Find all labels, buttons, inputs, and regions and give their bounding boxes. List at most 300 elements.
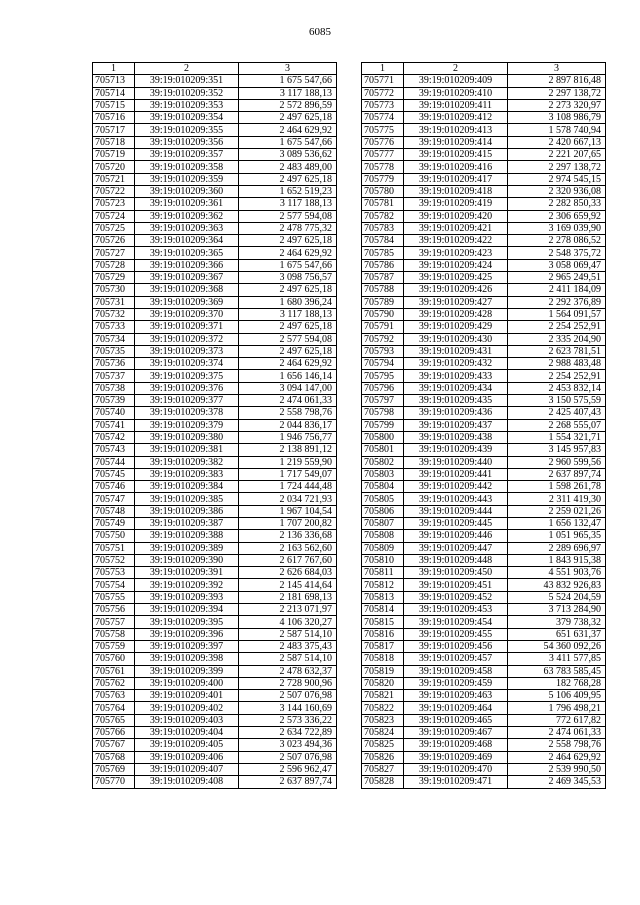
row-number-cell: 705750 (93, 530, 135, 542)
cadastral-number-cell: 39:19:010209:414 (404, 136, 508, 148)
row-number-cell: 705744 (93, 456, 135, 468)
table-row (93, 198, 337, 210)
value-cell: 2 507 076,98 (239, 751, 337, 763)
row-number-cell: 705725 (93, 222, 135, 234)
table-row (362, 333, 606, 345)
table-row (93, 591, 337, 603)
table-row (362, 149, 606, 161)
row-number-cell: 705825 (362, 739, 404, 751)
row-number-cell: 705822 (362, 702, 404, 714)
row-number-cell: 705742 (93, 431, 135, 443)
value-cell: 1 656 146,14 (239, 370, 337, 382)
cadastral-number-cell: 39:19:010209:454 (404, 616, 508, 628)
cadastral-number-cell: 39:19:010209:452 (404, 591, 508, 603)
table-row (362, 419, 606, 431)
value-cell: 2 497 625,18 (239, 173, 337, 185)
table-row (93, 690, 337, 702)
value-cell: 772 617,82 (508, 714, 606, 726)
row-number-cell: 705739 (93, 395, 135, 407)
value-cell: 3 058 069,47 (508, 259, 606, 271)
cadastral-number-cell: 39:19:010209:455 (404, 628, 508, 640)
table-row (362, 677, 606, 689)
cadastral-number-cell: 39:19:010209:377 (135, 395, 239, 407)
cadastral-number-cell: 39:19:010209:358 (135, 161, 239, 173)
table-row (93, 358, 337, 370)
value-cell: 2 507 076,98 (239, 690, 337, 702)
row-number-cell: 705778 (362, 161, 404, 173)
table-row (93, 222, 337, 234)
row-number-cell: 705766 (93, 727, 135, 739)
row-number-cell: 705735 (93, 345, 135, 357)
cadastral-number-cell: 39:19:010209:373 (135, 345, 239, 357)
table-row (93, 136, 337, 148)
table-row (362, 714, 606, 726)
cadastral-number-cell: 39:19:010209:365 (135, 247, 239, 259)
cadastral-number-cell: 39:19:010209:423 (404, 247, 508, 259)
cadastral-number-cell: 39:19:010209:359 (135, 173, 239, 185)
value-cell: 2 617 767,60 (239, 554, 337, 566)
value-cell: 2 464 629,92 (239, 358, 337, 370)
row-number-cell: 705726 (93, 235, 135, 247)
table-row (93, 702, 337, 714)
table-row (362, 185, 606, 197)
row-number-cell: 705713 (93, 75, 135, 87)
cadastral-number-cell: 39:19:010209:391 (135, 567, 239, 579)
row-number-cell: 705745 (93, 468, 135, 480)
cadastral-number-cell: 39:19:010209:360 (135, 185, 239, 197)
cadastral-number-cell: 39:19:010209:429 (404, 321, 508, 333)
value-cell: 2 623 781,51 (508, 345, 606, 357)
value-cell: 2 897 816,48 (508, 75, 606, 87)
table-row (362, 628, 606, 640)
value-cell: 2 558 798,76 (239, 407, 337, 419)
cadastral-number-cell: 39:19:010209:417 (404, 173, 508, 185)
value-cell: 2 988 483,48 (508, 358, 606, 370)
value-cell: 2 637 897,74 (508, 468, 606, 480)
cadastral-number-cell: 39:19:010209:471 (404, 776, 508, 788)
cadastral-number-cell: 39:19:010209:352 (135, 87, 239, 99)
table-row (362, 173, 606, 185)
value-cell: 2 259 021,26 (508, 505, 606, 517)
table-row (93, 530, 337, 542)
table-row (362, 222, 606, 234)
table-row (93, 444, 337, 456)
value-cell: 2 297 138,72 (508, 87, 606, 99)
row-number-cell: 705753 (93, 567, 135, 579)
value-cell: 3 145 957,83 (508, 444, 606, 456)
value-cell: 2 138 891,12 (239, 444, 337, 456)
cadastral-number-cell: 39:19:010209:448 (404, 554, 508, 566)
table-row (362, 136, 606, 148)
table-row (362, 161, 606, 173)
cadastral-number-cell: 39:19:010209:393 (135, 591, 239, 603)
row-number-cell: 705757 (93, 616, 135, 628)
row-number-cell: 705782 (362, 210, 404, 222)
value-cell: 1 843 915,38 (508, 554, 606, 566)
value-cell: 2 254 252,91 (508, 370, 606, 382)
row-number-cell: 705811 (362, 567, 404, 579)
row-number-cell: 705752 (93, 554, 135, 566)
column-header-3: 3 (508, 63, 606, 75)
value-cell: 2 637 897,74 (239, 776, 337, 788)
row-number-cell: 705794 (362, 358, 404, 370)
value-cell: 2 483 375,43 (239, 640, 337, 652)
table-row (93, 382, 337, 394)
table-row (93, 739, 337, 751)
table-row (362, 739, 606, 751)
table-row (362, 505, 606, 517)
cadastral-number-cell: 39:19:010209:387 (135, 517, 239, 529)
column-header-1: 1 (93, 63, 135, 75)
cadastral-number-cell: 39:19:010209:467 (404, 727, 508, 739)
row-number-cell: 705789 (362, 296, 404, 308)
row-number-cell: 705816 (362, 628, 404, 640)
table-row (362, 530, 606, 542)
row-number-cell: 705827 (362, 763, 404, 775)
table-row (362, 665, 606, 677)
row-number-cell: 705746 (93, 481, 135, 493)
table-row (93, 333, 337, 345)
cadastral-number-cell: 39:19:010209:370 (135, 308, 239, 320)
row-number-cell: 705808 (362, 530, 404, 542)
table-row (362, 112, 606, 124)
table-row (362, 259, 606, 271)
value-cell: 2 548 375,72 (508, 247, 606, 259)
cadastral-number-cell: 39:19:010209:424 (404, 259, 508, 271)
table-row (362, 99, 606, 111)
cadastral-number-cell: 39:19:010209:376 (135, 382, 239, 394)
value-cell: 3 117 188,13 (239, 198, 337, 210)
table-row (362, 235, 606, 247)
table-row (362, 653, 606, 665)
cadastral-number-cell: 39:19:010209:369 (135, 296, 239, 308)
table-row (362, 370, 606, 382)
table-row (93, 653, 337, 665)
value-cell: 2 965 249,51 (508, 272, 606, 284)
row-number-cell: 705738 (93, 382, 135, 394)
value-cell: 2 474 061,33 (239, 395, 337, 407)
value-cell: 1 675 547,66 (239, 75, 337, 87)
row-number-cell: 705733 (93, 321, 135, 333)
cadastral-number-cell: 39:19:010209:453 (404, 604, 508, 616)
table-row (362, 542, 606, 554)
value-cell: 2 145 414,64 (239, 579, 337, 591)
value-cell: 2 420 667,13 (508, 136, 606, 148)
value-cell: 2 453 832,14 (508, 382, 606, 394)
cadastral-number-cell: 39:19:010209:413 (404, 124, 508, 136)
cadastral-number-cell: 39:19:010209:372 (135, 333, 239, 345)
cadastral-number-cell: 39:19:010209:433 (404, 370, 508, 382)
value-cell: 2 573 336,22 (239, 714, 337, 726)
table-row (362, 345, 606, 357)
cadastral-number-cell: 39:19:010209:412 (404, 112, 508, 124)
row-number-cell: 705771 (362, 75, 404, 87)
value-cell: 651 631,37 (508, 628, 606, 640)
value-cell: 2 411 184,09 (508, 284, 606, 296)
row-number-cell: 705828 (362, 776, 404, 788)
table-header-row (93, 63, 337, 75)
cadastral-number-cell: 39:19:010209:409 (404, 75, 508, 87)
cadastral-number-cell: 39:19:010209:439 (404, 444, 508, 456)
row-number-cell: 705764 (93, 702, 135, 714)
registry-table-left (92, 62, 337, 789)
value-cell: 3 144 160,69 (239, 702, 337, 714)
cadastral-number-cell: 39:19:010209:394 (135, 604, 239, 616)
cadastral-number-cell: 39:19:010209:434 (404, 382, 508, 394)
cadastral-number-cell: 39:19:010209:401 (135, 690, 239, 702)
row-number-cell: 705720 (93, 161, 135, 173)
cadastral-number-cell: 39:19:010209:426 (404, 284, 508, 296)
table-row (362, 763, 606, 775)
value-cell: 2 728 900,96 (239, 677, 337, 689)
column-header-2: 2 (404, 63, 508, 75)
value-cell: 2 497 625,18 (239, 284, 337, 296)
value-cell: 2 335 204,90 (508, 333, 606, 345)
value-cell: 1 724 444,48 (239, 481, 337, 493)
value-cell: 4 106 320,27 (239, 616, 337, 628)
cadastral-number-cell: 39:19:010209:458 (404, 665, 508, 677)
table-row (93, 395, 337, 407)
value-cell: 4 551 903,76 (508, 567, 606, 579)
cadastral-number-cell: 39:19:010209:435 (404, 395, 508, 407)
table-header-row (362, 63, 606, 75)
row-number-cell: 705734 (93, 333, 135, 345)
row-number-cell: 705796 (362, 382, 404, 394)
row-number-cell: 705779 (362, 173, 404, 185)
table-row (93, 493, 337, 505)
cadastral-number-cell: 39:19:010209:456 (404, 640, 508, 652)
table-row (362, 493, 606, 505)
cadastral-number-cell: 39:19:010209:431 (404, 345, 508, 357)
value-cell: 3 094 147,00 (239, 382, 337, 394)
cadastral-number-cell: 39:19:010209:362 (135, 210, 239, 222)
table-row (362, 591, 606, 603)
table-row (93, 370, 337, 382)
cadastral-number-cell: 39:19:010209:464 (404, 702, 508, 714)
cadastral-number-cell: 39:19:010209:357 (135, 149, 239, 161)
value-cell: 1 967 104,54 (239, 505, 337, 517)
cadastral-number-cell: 39:19:010209:457 (404, 653, 508, 665)
value-cell: 2 034 721,93 (239, 493, 337, 505)
row-number-cell: 705755 (93, 591, 135, 603)
cadastral-number-cell: 39:19:010209:354 (135, 112, 239, 124)
row-number-cell: 705770 (93, 776, 135, 788)
row-number-cell: 705731 (93, 296, 135, 308)
cadastral-number-cell: 39:19:010209:402 (135, 702, 239, 714)
table-row (93, 567, 337, 579)
cadastral-number-cell: 39:19:010209:465 (404, 714, 508, 726)
table-row (362, 358, 606, 370)
row-number-cell: 705748 (93, 505, 135, 517)
value-cell: 1 578 740,94 (508, 124, 606, 136)
row-number-cell: 705785 (362, 247, 404, 259)
table-row (93, 640, 337, 652)
table-row (93, 481, 337, 493)
row-number-cell: 705798 (362, 407, 404, 419)
row-number-cell: 705804 (362, 481, 404, 493)
row-number-cell: 705777 (362, 149, 404, 161)
value-cell: 2 634 722,89 (239, 727, 337, 739)
table-row (362, 321, 606, 333)
table-row (93, 99, 337, 111)
value-cell: 3 117 188,13 (239, 308, 337, 320)
value-cell: 2 320 936,08 (508, 185, 606, 197)
cadastral-number-cell: 39:19:010209:404 (135, 727, 239, 739)
row-number-cell: 705751 (93, 542, 135, 554)
value-cell: 2 268 555,07 (508, 419, 606, 431)
cadastral-number-cell: 39:19:010209:390 (135, 554, 239, 566)
table-row (362, 382, 606, 394)
row-number-cell: 705776 (362, 136, 404, 148)
row-number-cell: 705768 (93, 751, 135, 763)
cadastral-number-cell: 39:19:010209:421 (404, 222, 508, 234)
row-number-cell: 705732 (93, 308, 135, 320)
row-number-cell: 705714 (93, 87, 135, 99)
cadastral-number-cell: 39:19:010209:407 (135, 763, 239, 775)
row-number-cell: 705826 (362, 751, 404, 763)
page-number: 6085 (309, 26, 331, 38)
table-row (362, 579, 606, 591)
cadastral-number-cell: 39:19:010209:389 (135, 542, 239, 554)
row-number-cell: 705797 (362, 395, 404, 407)
cadastral-number-cell: 39:19:010209:378 (135, 407, 239, 419)
cadastral-number-cell: 39:19:010209:363 (135, 222, 239, 234)
table-row (362, 407, 606, 419)
row-number-cell: 705819 (362, 665, 404, 677)
table-row (93, 431, 337, 443)
value-cell: 2 181 698,13 (239, 591, 337, 603)
table-row (362, 210, 606, 222)
table-row (362, 247, 606, 259)
value-cell: 1 675 547,66 (239, 259, 337, 271)
value-cell: 1 717 549,07 (239, 468, 337, 480)
row-number-cell: 705730 (93, 284, 135, 296)
cadastral-number-cell: 39:19:010209:430 (404, 333, 508, 345)
row-number-cell: 705715 (93, 99, 135, 111)
value-cell: 2 577 594,08 (239, 210, 337, 222)
value-cell: 2 273 320,97 (508, 99, 606, 111)
value-cell: 63 783 585,45 (508, 665, 606, 677)
value-cell: 2 577 594,08 (239, 333, 337, 345)
table-row (362, 395, 606, 407)
row-number-cell: 705749 (93, 517, 135, 529)
table-row (362, 468, 606, 480)
table-row (93, 407, 337, 419)
row-number-cell: 705800 (362, 431, 404, 443)
value-cell: 3 150 575,59 (508, 395, 606, 407)
row-number-cell: 705747 (93, 493, 135, 505)
value-cell: 2 626 684,03 (239, 567, 337, 579)
table-row (93, 751, 337, 763)
table-row (93, 259, 337, 271)
table-row (93, 456, 337, 468)
cadastral-number-cell: 39:19:010209:366 (135, 259, 239, 271)
row-number-cell: 705824 (362, 727, 404, 739)
row-number-cell: 705722 (93, 185, 135, 197)
table-row (93, 542, 337, 554)
table-row (362, 481, 606, 493)
table-row (93, 87, 337, 99)
cadastral-number-cell: 39:19:010209:416 (404, 161, 508, 173)
row-number-cell: 705741 (93, 419, 135, 431)
cadastral-number-cell: 39:19:010209:436 (404, 407, 508, 419)
row-number-cell: 705805 (362, 493, 404, 505)
value-cell: 2 289 696,97 (508, 542, 606, 554)
table-row (93, 665, 337, 677)
row-number-cell: 705812 (362, 579, 404, 591)
cadastral-number-cell: 39:19:010209:419 (404, 198, 508, 210)
value-cell: 1 652 519,23 (239, 185, 337, 197)
value-cell: 2 587 514,10 (239, 628, 337, 640)
row-number-cell: 705799 (362, 419, 404, 431)
table-row (362, 272, 606, 284)
row-number-cell: 705815 (362, 616, 404, 628)
value-cell: 2 464 629,92 (239, 247, 337, 259)
cadastral-number-cell: 39:19:010209:353 (135, 99, 239, 111)
cadastral-number-cell: 39:19:010209:422 (404, 235, 508, 247)
value-cell: 2 497 625,18 (239, 235, 337, 247)
row-number-cell: 705723 (93, 198, 135, 210)
table-row (93, 554, 337, 566)
table-row (93, 677, 337, 689)
table-row (362, 284, 606, 296)
table-row (362, 517, 606, 529)
value-cell: 1 219 559,90 (239, 456, 337, 468)
value-cell: 1 598 261,78 (508, 481, 606, 493)
value-cell: 182 768,28 (508, 677, 606, 689)
row-number-cell: 705792 (362, 333, 404, 345)
table-row (93, 628, 337, 640)
value-cell: 1 554 321,71 (508, 431, 606, 443)
cadastral-number-cell: 39:19:010209:418 (404, 185, 508, 197)
cadastral-number-cell: 39:19:010209:388 (135, 530, 239, 542)
cadastral-number-cell: 39:19:010209:415 (404, 149, 508, 161)
cadastral-number-cell: 39:19:010209:367 (135, 272, 239, 284)
table-row (93, 321, 337, 333)
value-cell: 3 089 536,62 (239, 149, 337, 161)
cadastral-number-cell: 39:19:010209:468 (404, 739, 508, 751)
value-cell: 1 796 498,21 (508, 702, 606, 714)
table-row (93, 284, 337, 296)
cadastral-number-cell: 39:19:010209:400 (135, 677, 239, 689)
row-number-cell: 705736 (93, 358, 135, 370)
table-row (93, 308, 337, 320)
cadastral-number-cell: 39:19:010209:385 (135, 493, 239, 505)
table-row (362, 296, 606, 308)
cadastral-number-cell: 39:19:010209:374 (135, 358, 239, 370)
value-cell: 2 587 514,10 (239, 653, 337, 665)
cadastral-number-cell: 39:19:010209:368 (135, 284, 239, 296)
table-row (93, 419, 337, 431)
table-row (362, 75, 606, 87)
row-number-cell: 705788 (362, 284, 404, 296)
table-row (362, 751, 606, 763)
cadastral-number-cell: 39:19:010209:432 (404, 358, 508, 370)
cadastral-number-cell: 39:19:010209:375 (135, 370, 239, 382)
cadastral-number-cell: 39:19:010209:351 (135, 75, 239, 87)
cadastral-number-cell: 39:19:010209:445 (404, 517, 508, 529)
row-number-cell: 705767 (93, 739, 135, 751)
cadastral-number-cell: 39:19:010209:463 (404, 690, 508, 702)
table-row (362, 567, 606, 579)
cadastral-number-cell: 39:19:010209:383 (135, 468, 239, 480)
value-cell: 2 558 798,76 (508, 739, 606, 751)
cadastral-number-cell: 39:19:010209:459 (404, 677, 508, 689)
cadastral-number-cell: 39:19:010209:382 (135, 456, 239, 468)
table-row (93, 247, 337, 259)
column-header-3: 3 (239, 63, 337, 75)
row-number-cell: 705719 (93, 149, 135, 161)
